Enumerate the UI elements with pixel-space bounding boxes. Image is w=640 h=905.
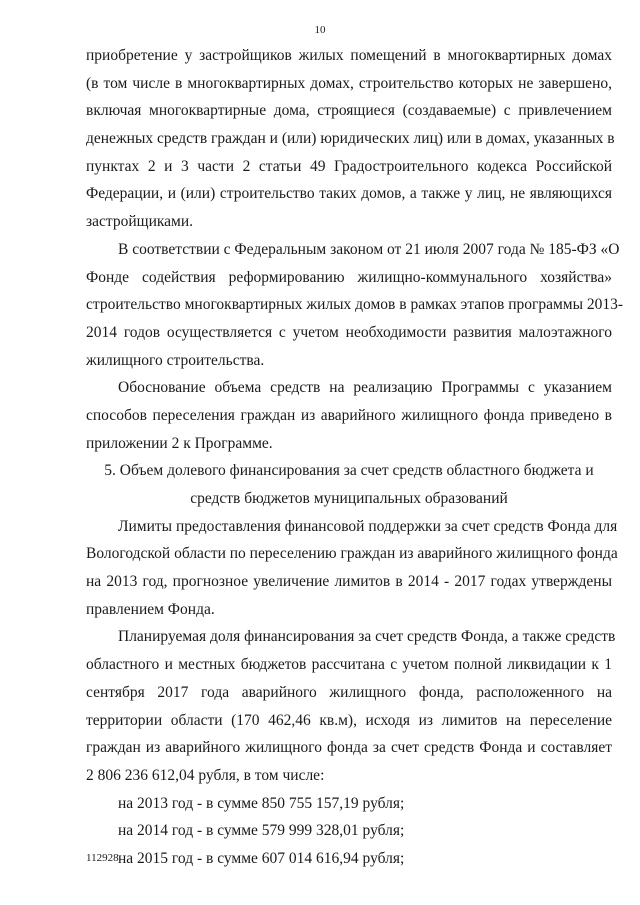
text-line: граждан из аварийного жилищного фонда за счет средств Фонда и составляет: [86, 739, 612, 757]
text-line: приобретение у застройщиков жилых помещений в многоквартирных домах: [86, 47, 612, 64]
paragraph-justification: [86, 374, 612, 457]
text-line: приложении 2 к Программе.: [86, 434, 273, 452]
section-heading: [86, 457, 612, 512]
text-line: включая многоквартирные дома, строящиеся (создаваемые) с привлечением: [86, 102, 612, 120]
text-line: строительство многоквартирных жилых домов в рамках этапов программы 2013-: [86, 296, 624, 314]
paragraph-purchase: [86, 42, 615, 236]
text-line: сентября 2017 года аварийного жилищного фонда, расположенного на: [86, 683, 612, 701]
text-line: жилищного строительства.: [86, 351, 265, 369]
text-line: пунктах 2 и 3 части 2 статьи 49 Градостроительного кодекса Российской: [86, 157, 612, 175]
text-line: Обоснование объема средств на реализацию Программы с указанием: [118, 379, 612, 397]
text-line: В соответствии с Федеральным законом от 21 июля 2007 года № 185-ФЗ «О: [118, 240, 620, 258]
text-line: на 2013 год, прогнозное увеличение лимитов в 2014 - 2017 годах утверждены: [86, 573, 612, 591]
list-item: на 2013 год - в сумме 850 755 157,19 рубля;: [118, 794, 405, 812]
text-line: 2 806 236 612,04 рубля, в том числе:: [86, 766, 325, 784]
text-line: территории области (170 462,46 кв.м), исходя из лимитов на переселение: [86, 711, 612, 729]
text-line: Планируемая доля финансирования за счет средств Фонда, а также средств: [118, 628, 616, 646]
paragraph-financing-share: [86, 623, 616, 789]
text-line: Вологодской области по переселению граждан из аварийного жилищного фонда: [86, 545, 618, 563]
list-item: на 2014 год - в сумме 579 999 328,01 рубля;: [118, 822, 405, 840]
heading-line: средств бюджетов муниципальных образований: [190, 490, 508, 507]
document-body: [86, 42, 624, 873]
text-line: Фонде содействия реформированию жилищно-коммунального хозяйства»: [86, 268, 612, 286]
text-line: застройщиками.: [86, 213, 194, 231]
paragraph-limits: [86, 513, 618, 624]
text-line: Федерации, и (или) строительство таких домов, а также у лиц, не являющихся: [86, 185, 612, 203]
text-line: способов переселения граждан из аварийного жилищного фонда приведено в: [86, 406, 612, 424]
text-line: 2014 годов осуществляется с учетом необходимости развития малоэтажного: [86, 323, 612, 341]
footer-document-code: 112928: [86, 852, 119, 864]
yearly-amounts-list: [86, 790, 612, 873]
text-line: областного и местных бюджетов рассчитана с учетом полной ликвидации к 1: [86, 656, 612, 674]
text-line: (в том числе в многоквартирных домах, строительство которых не завершено,: [86, 74, 612, 92]
paragraph-federal-law: [86, 236, 624, 374]
list-item: на 2015 год - в сумме 607 014 616,94 рубля;: [118, 849, 405, 867]
text-line: Лимиты предоставления финансовой поддержки за счет средств Фонда для: [118, 517, 618, 535]
text-line: денежных средств граждан и (или) юридических лиц) или в домах, указанных в: [86, 130, 615, 148]
page-number: 10: [314, 24, 326, 36]
text-line: правлением Фонда.: [86, 600, 215, 618]
heading-line: 5. Объем долевого финансирования за счет средств областного бюджета и: [104, 462, 594, 480]
